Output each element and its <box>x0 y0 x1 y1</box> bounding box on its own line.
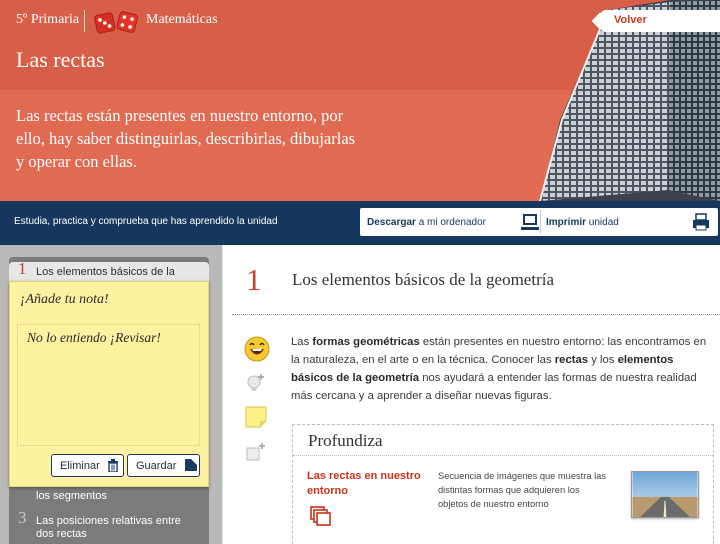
copy-add-icon[interactable] <box>244 440 268 464</box>
grade-label: 5º Primaria <box>16 12 80 27</box>
road-thumbnail-image[interactable] <box>631 471 699 518</box>
print-label-bold: Imprimir <box>546 217 587 228</box>
sidebar-item-3[interactable] <box>9 508 209 541</box>
sticky-note-icon[interactable] <box>244 405 268 429</box>
subject-label: Matemáticas <box>146 12 218 27</box>
back-button-label: Volver <box>614 14 647 26</box>
sidebar-item-label: Las posiciones relativas entre dos rectas <box>36 515 181 540</box>
sidebar-item-label: los segmentos <box>36 490 107 502</box>
laughing-emoji-icon[interactable] <box>244 336 270 362</box>
action-divider <box>540 210 541 234</box>
dice-icon <box>93 8 139 38</box>
profundiza-title: Profundiza <box>293 425 713 456</box>
save-button-label: Guardar <box>136 460 177 472</box>
download-label-rest: a mi ordenador <box>415 217 486 228</box>
action-buttons-group <box>360 208 718 236</box>
sidebar-item-2[interactable] <box>9 486 209 506</box>
sidebar-item-label: Los elementos básicos de la <box>36 266 175 278</box>
note-text-area[interactable]: No lo entiendo ¡Revisar! <box>17 324 200 446</box>
para-text: y los <box>588 354 618 366</box>
gallery-icon[interactable] <box>310 506 332 526</box>
delete-note-button[interactable] <box>51 454 124 477</box>
lightbulb-add-icon[interactable] <box>244 371 268 395</box>
delete-button-label: Eliminar <box>60 460 100 472</box>
sidebar-item-number: 1 <box>18 259 27 278</box>
sticky-note-popup <box>9 281 209 487</box>
print-button[interactable] <box>546 208 716 236</box>
trash-icon <box>107 459 119 472</box>
header-separator <box>84 10 85 32</box>
download-label-bold: Descargar <box>367 217 416 228</box>
download-button[interactable] <box>367 208 539 236</box>
header-banner <box>0 0 720 201</box>
section-paragraph <box>291 333 709 405</box>
back-button[interactable] <box>600 10 720 32</box>
para-text: nos ayudará a entender las formas de nuestra realidad más cercana y a aprender a diseñar nuevas figuras. <box>291 372 697 402</box>
profundiza-link[interactable]: Las rectas en nuestro entorno <box>307 470 421 497</box>
profundiza-description: Secuencia de imágenes que muestra las distintas formas que adquieren los objetos de nuestro entorno <box>438 471 606 509</box>
sidebar-item-number: 3 <box>18 508 27 527</box>
printer-icon <box>692 213 710 231</box>
section-divider <box>232 314 720 315</box>
save-icon <box>185 459 197 471</box>
para-text: están presentes en nuestro entorno: las encontramos en la naturaleza, en el arte o en la técnica. Conocer las <box>291 336 707 366</box>
para-bold: formas geométricas <box>312 336 420 348</box>
section-title: Los elementos básicos de la geometría <box>292 270 554 289</box>
print-label-rest: unidad <box>586 217 619 228</box>
content-divider <box>222 245 223 544</box>
note-title: ¡Añade tu nota! <box>20 292 109 307</box>
unit-tagline: Estudia, practica y comprueba que has aprendido la unidad <box>14 216 278 227</box>
intro-text: Las rectas están presentes en nuestro entorno, por ello, hay saber distinguirlas, describirlas, dibujarlas y operar con ellas. <box>16 106 356 171</box>
profundiza-box <box>292 424 714 544</box>
page-title: Las rectas <box>16 47 105 72</box>
para-text: Las <box>291 336 313 348</box>
save-note-button[interactable] <box>127 454 200 477</box>
monitor-icon <box>521 213 539 231</box>
para-bold: rectas <box>554 354 589 366</box>
action-bar <box>0 201 720 245</box>
section-number: 1 <box>246 262 262 297</box>
para-bold: elementos básicos de la geometría <box>291 354 674 384</box>
